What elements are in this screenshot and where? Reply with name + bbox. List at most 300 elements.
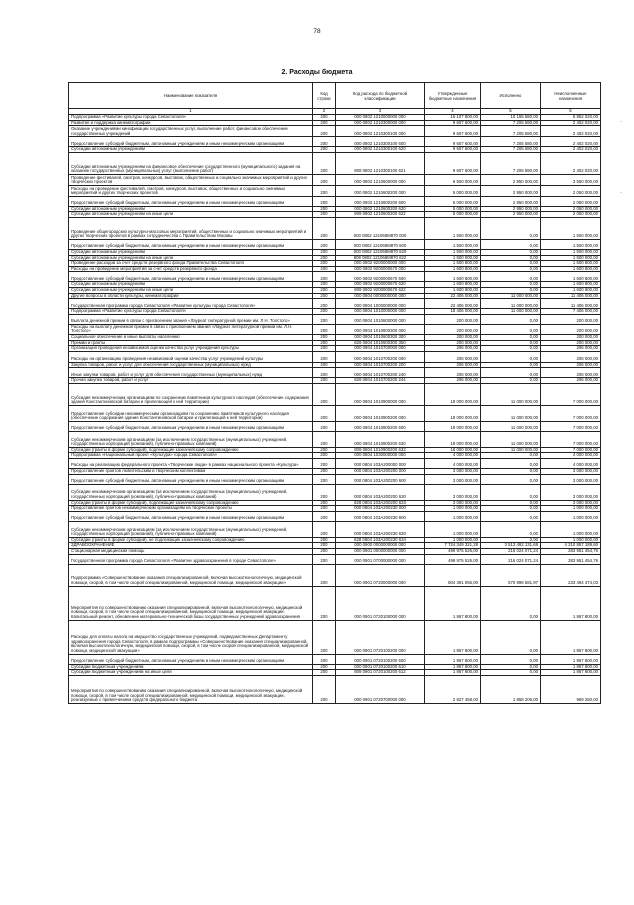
table-row bbox=[69, 675, 601, 703]
row-name: Государственная программа города Севастополя «Развитие культуры города Севастополя» bbox=[69, 299, 313, 309]
row-unexecuted-amount: 5 952 020,00 bbox=[541, 115, 601, 121]
row-executed-amount: 0,00 bbox=[481, 537, 541, 543]
row-approved-amount: 804 391 056,00 bbox=[425, 564, 481, 586]
row-executed-amount: 0,00 bbox=[481, 484, 541, 500]
row-approved-amount: 499 975 526,00 bbox=[425, 554, 481, 564]
row-code: 200 bbox=[313, 152, 336, 174]
row-approved-amount: 1 500 000,00 bbox=[425, 239, 481, 249]
row-unexecuted-amount: 2 402 020,00 bbox=[541, 147, 601, 153]
row-name: Субсидии (гранты в форме субсидий), подлежащие казначейскому сопровождению bbox=[69, 447, 313, 453]
row-approved-amount: 3 000 000,00 bbox=[425, 484, 481, 500]
row-classification-code: 808 0802 1210600200 622 bbox=[336, 212, 425, 218]
row-name: Выплата денежной премии в связи с присвоением звания «Лауреат литературной премии им. Л.Н. Толстого» bbox=[69, 314, 313, 324]
row-name: Организация проведения независимой оценки качества услуг учреждений культуры bbox=[69, 346, 313, 352]
row-approved-amount: 18 000 000,00 bbox=[425, 421, 481, 431]
table-row bbox=[69, 620, 601, 654]
row-name: Премии и гранты bbox=[69, 340, 313, 346]
row-executed-amount: 0,00 bbox=[481, 670, 541, 676]
row-classification-code: 000 0804 1010600300 300 bbox=[336, 334, 425, 340]
table-row bbox=[69, 511, 601, 521]
row-unexecuted-amount: 1 000 000,00 bbox=[541, 511, 601, 521]
row-code: 200 bbox=[313, 282, 336, 288]
row-code: 200 bbox=[313, 537, 336, 543]
row-executed-amount: 2 950 000,00 bbox=[481, 196, 541, 206]
row-name: Субсидии автономным учреждениям на иные цели bbox=[69, 287, 313, 293]
row-classification-code: 000 0802 1210600000 000 bbox=[336, 174, 425, 185]
row-classification-code: 000 0802 1210300100 600 bbox=[336, 137, 425, 147]
row-classification-code: 000 0802 1210000000 000 bbox=[336, 115, 425, 121]
row-executed-amount: 11 000 000,00 bbox=[481, 447, 541, 453]
row-name: ЗДРАВООХРАНЕНИЕ bbox=[69, 543, 313, 549]
row-executed-amount: 11 000 000,00 bbox=[481, 421, 541, 431]
header-unexecuted: Неисполненные назначения bbox=[541, 83, 601, 109]
row-name: Проведение фестивалей, смотров, конкурсов, выставок, общественных и социально значимых мероприятий и других творческих проектов bbox=[69, 174, 313, 185]
row-approved-amount: 1 000 000,00 bbox=[425, 537, 481, 543]
row-unexecuted-amount: 1 500 000,00 bbox=[541, 249, 601, 255]
row-executed-amount: 7 205 580,00 bbox=[481, 147, 541, 153]
row-executed-amount: 0,00 bbox=[481, 217, 541, 239]
table-row bbox=[69, 554, 601, 564]
column-number: 4 bbox=[425, 109, 481, 115]
table-row bbox=[69, 351, 601, 362]
row-unexecuted-amount: 969 250,00 bbox=[541, 675, 601, 703]
row-approved-amount: 3 000 000,00 bbox=[425, 500, 481, 506]
row-code: 200 bbox=[313, 115, 336, 121]
row-classification-code: 000 0802 121068М870 600 bbox=[336, 239, 425, 249]
row-name: Предоставление субсидий бюджетным, автономным учреждениям и иным некоммерческим организациям bbox=[69, 196, 313, 206]
row-executed-amount: 11 000 000,00 bbox=[481, 405, 541, 421]
row-classification-code: 000 0802 9200000670 600 bbox=[336, 272, 425, 282]
row-code: 200 bbox=[313, 309, 336, 315]
row-classification-code: 000 0804 1010700000 000 bbox=[336, 346, 425, 352]
row-code: 200 bbox=[313, 174, 336, 185]
row-name: Стационарная медицинская помощь bbox=[69, 549, 313, 555]
row-executed-amount: 216 024 071,24 bbox=[481, 554, 541, 564]
row-unexecuted-amount: 2 050 000,00 bbox=[541, 196, 601, 206]
row-name: Предоставление субсидий бюджетным, автономным учреждениям и иным некоммерческим организациям bbox=[69, 474, 313, 484]
row-approved-amount: 22 406 000,00 bbox=[425, 299, 481, 309]
row-approved-amount: 1 500 000,00 bbox=[425, 217, 481, 239]
table-row bbox=[69, 239, 601, 249]
row-classification-code: 828 0804 103A200200 633 bbox=[336, 500, 425, 506]
row-classification-code: 000 0804 1010600000 000 bbox=[336, 314, 425, 324]
row-executed-amount: 11 000 000,00 bbox=[481, 293, 541, 299]
row-executed-amount: 0,00 bbox=[481, 521, 541, 537]
row-code: 200 bbox=[313, 293, 336, 299]
row-classification-code: 828 0804 103A200230 634 bbox=[336, 537, 425, 543]
row-name: Подпрограмма «Совершенствование оказания специализированной, включая высокотехнологичную, медицинской помощи, скорой, в том числе скорой специализированной, медицинской помощи, медицинской эвакуации» bbox=[69, 564, 313, 586]
row-approved-amount: 206 000,00 bbox=[425, 378, 481, 384]
row-code: 200 bbox=[313, 469, 336, 475]
row-unexecuted-amount: 1 867 800,00 bbox=[541, 586, 601, 620]
row-approved-amount: 7 724 349 321,28 bbox=[425, 543, 481, 549]
row-classification-code: 000 0804 103A200000 000 bbox=[336, 459, 425, 469]
column-number: 5 bbox=[481, 109, 541, 115]
row-unexecuted-amount: 1 867 800,00 bbox=[541, 654, 601, 664]
row-approved-amount: 1 867 800,00 bbox=[425, 654, 481, 664]
table-row bbox=[69, 459, 601, 469]
row-executed-amount: 11 000 000,00 bbox=[481, 431, 541, 447]
row-unexecuted-amount: 7 000 000,00 bbox=[541, 431, 601, 447]
row-approved-amount: 18 406 000,00 bbox=[425, 309, 481, 315]
row-code: 200 bbox=[313, 378, 336, 384]
row-approved-amount: 5 000 000,00 bbox=[425, 212, 481, 218]
row-classification-code: 000 0804 1010900000 000 bbox=[336, 383, 425, 405]
row-name: Предоставление грантов любительским и творческим коллективам bbox=[69, 469, 313, 475]
row-name: Предоставление субсидий бюджетным, автономным учреждениям и иным некоммерческим организациям bbox=[69, 239, 313, 249]
header-name: Наименование показателя bbox=[69, 83, 313, 109]
row-unexecuted-amount: 7 000 000,00 bbox=[541, 405, 601, 421]
row-code: 200 bbox=[313, 266, 336, 272]
row-executed-amount: 0,00 bbox=[481, 239, 541, 249]
row-approved-amount: 6 500 000,00 bbox=[425, 174, 481, 185]
row-name: Закупка товаров, работ и услуг для обеспечения государственных (муниципальных) нужд bbox=[69, 362, 313, 368]
column-number: 2 bbox=[313, 109, 336, 115]
row-unexecuted-amount: 1 500 000,00 bbox=[541, 217, 601, 239]
row-classification-code: 000 0802 121068М870 620 bbox=[336, 249, 425, 255]
row-unexecuted-amount: 11 406 000,00 bbox=[541, 299, 601, 309]
row-name: Субсидия некоммерческим организациям по сохранению памятников культурного наследия (обеспечение содержания здания Константиновской батареи и прилегающей к ней территории) bbox=[69, 383, 313, 405]
row-classification-code: 000 0804 1030000000 000 bbox=[336, 453, 425, 459]
row-classification-code: 000 0804 103A200230 600 bbox=[336, 511, 425, 521]
row-name: Субсидии бюджетным учреждениям на иные цели bbox=[69, 670, 313, 676]
row-unexecuted-amount: 3 550 000,00 bbox=[541, 174, 601, 185]
row-code: 200 bbox=[313, 196, 336, 206]
row-unexecuted-amount: 2 050 000,00 bbox=[541, 212, 601, 218]
row-classification-code: 808 0804 1010900200 633 bbox=[336, 447, 425, 453]
row-classification-code: 000 0804 1010900200 000 bbox=[336, 405, 425, 421]
row-code: 200 bbox=[313, 272, 336, 282]
row-classification-code: 000 0802 1210600200 600 bbox=[336, 196, 425, 206]
table-body bbox=[69, 115, 601, 704]
row-executed-amount: 1 858 206,00 bbox=[481, 675, 541, 703]
header-executed: Исполнено bbox=[481, 83, 541, 109]
row-code: 200 bbox=[313, 340, 336, 346]
row-executed-amount: 0,00 bbox=[481, 500, 541, 506]
row-approved-amount: 18 000 000,00 bbox=[425, 383, 481, 405]
row-classification-code: 000 0804 1010900200 600 bbox=[336, 421, 425, 431]
row-unexecuted-amount: 1 867 800,00 bbox=[541, 664, 601, 670]
row-name: Расходы на выплату денежной премии в связи с присвоением звания «Лауреат литературной премии им. Л.Н. Толстого» bbox=[69, 324, 313, 334]
row-approved-amount: 499 975 526,00 bbox=[425, 549, 481, 555]
row-classification-code: 808 0802 9200000670 622 bbox=[336, 287, 425, 293]
row-approved-amount: 206 000,00 bbox=[425, 346, 481, 352]
row-approved-amount: 1 867 800,00 bbox=[425, 664, 481, 670]
row-approved-amount: 4 000 000,00 bbox=[425, 453, 481, 459]
row-executed-amount: 7 205 580,00 bbox=[481, 126, 541, 137]
column-number: 1 bbox=[69, 109, 313, 115]
row-approved-amount: 22 406 000,00 bbox=[425, 293, 481, 299]
row-unexecuted-amount: 4 000 000,00 bbox=[541, 459, 601, 469]
row-classification-code: 808 0802 121068М870 622 bbox=[336, 255, 425, 261]
row-executed-amount: 11 000 000,00 bbox=[481, 299, 541, 309]
row-name: Предоставление субсидий бюджетным, автономным учреждениям и иным некоммерческим организациям bbox=[69, 137, 313, 147]
row-classification-code: 000 0804 103A200230 630 bbox=[336, 521, 425, 537]
row-code: 200 bbox=[313, 368, 336, 378]
row-code: 200 bbox=[313, 521, 336, 537]
row-approved-amount: 18 000 000,00 bbox=[425, 431, 481, 447]
row-approved-amount: 9 607 600,00 bbox=[425, 126, 481, 137]
row-classification-code: 000 0802 1210300100 000 bbox=[336, 126, 425, 137]
table-row bbox=[69, 324, 601, 334]
row-code: 200 bbox=[313, 120, 336, 126]
row-unexecuted-amount: 11 406 000,00 bbox=[541, 293, 601, 299]
row-classification-code: 808 0802 1210300100 621 bbox=[336, 152, 425, 174]
row-unexecuted-amount: 1 000 000,00 bbox=[541, 537, 601, 543]
row-executed-amount: 0,00 bbox=[481, 620, 541, 654]
row-approved-amount: 1 000 000,00 bbox=[425, 521, 481, 537]
table-row bbox=[69, 654, 601, 664]
row-unexecuted-amount: 7 000 000,00 bbox=[541, 383, 601, 405]
row-unexecuted-amount: 3 000 000,00 bbox=[541, 474, 601, 484]
row-approved-amount: 18 000 000,00 bbox=[425, 405, 481, 421]
row-approved-amount: 1 000 000,00 bbox=[425, 506, 481, 512]
row-code: 200 bbox=[313, 664, 336, 670]
row-classification-code: 000 0802 9200000670 620 bbox=[336, 282, 425, 288]
row-unexecuted-amount: 2 050 000,00 bbox=[541, 185, 601, 196]
row-unexecuted-amount: 1 600 800,00 bbox=[541, 287, 601, 293]
row-classification-code: 828 0804 1010600300 350 bbox=[336, 340, 425, 346]
row-classification-code: 000 0802 1210600200 620 bbox=[336, 206, 425, 212]
row-approved-amount: 5 000 000,00 bbox=[425, 206, 481, 212]
row-name: Предоставление субсидий бюджетным, автономным учреждениям и иным некоммерческим организациям bbox=[69, 421, 313, 431]
row-name: Субсидии (гранты в форме субсидий), подлежащие казначейскому сопровождению bbox=[69, 500, 313, 506]
row-classification-code: 000 0802 9200000670 000 bbox=[336, 266, 425, 272]
row-unexecuted-amount: 2 402 020,00 bbox=[541, 137, 601, 147]
table-row bbox=[69, 152, 601, 174]
row-classification-code: 000 0804 1010900200 630 bbox=[336, 431, 425, 447]
row-name: Оказание учреждениями кинофикации государственных услуг, выполнение работ, финансовое обеспечение государственных учреждений bbox=[69, 126, 313, 137]
budget-expenditure-table bbox=[68, 82, 601, 704]
row-classification-code: 000 0802 1210300000 000 bbox=[336, 120, 425, 126]
row-code: 200 bbox=[313, 554, 336, 564]
row-executed-amount: 0,00 bbox=[481, 249, 541, 255]
row-approved-amount: 18 000 000,00 bbox=[425, 447, 481, 453]
row-name: Субсидии автономным учреждениям bbox=[69, 249, 313, 255]
row-executed-amount: 0,00 bbox=[481, 459, 541, 469]
row-approved-amount: 1 600 800,00 bbox=[425, 272, 481, 282]
row-code: 200 bbox=[313, 185, 336, 196]
row-unexecuted-amount: 4 000 000,00 bbox=[541, 453, 601, 459]
row-name: Предоставление грантов некоммерческим организациям на творческие проекты bbox=[69, 506, 313, 512]
row-executed-amount: 0,00 bbox=[481, 586, 541, 620]
row-unexecuted-amount: 2 402 020,00 bbox=[541, 152, 601, 174]
row-name: Подпрограмма «Развитие культуры города Севастополя» bbox=[69, 309, 313, 315]
row-code: 200 bbox=[313, 564, 336, 586]
row-code: 200 bbox=[313, 137, 336, 147]
row-approved-amount: 206 000,00 bbox=[425, 351, 481, 362]
row-unexecuted-amount: 233 494 474,03 bbox=[541, 564, 601, 586]
table-row bbox=[69, 174, 601, 185]
row-unexecuted-amount: 1 600 800,00 bbox=[541, 266, 601, 272]
row-classification-code: 000 0804 1000000000 000 bbox=[336, 299, 425, 309]
margin-mark: · bbox=[620, 190, 622, 196]
header-code-line: Код строки bbox=[313, 83, 336, 109]
row-name: Мероприятия по совершенствованию оказания специализированной, включая высокотехнологичную, медицинской помощи, скорой, в том числе скорой специализированной, медицинской помощи, медицинской эвакуации, реализуемые с привлечением средств федерального бюджета bbox=[69, 675, 313, 703]
table-row bbox=[69, 484, 601, 500]
table-row bbox=[69, 314, 601, 324]
row-approved-amount: 200 000,00 bbox=[425, 340, 481, 346]
row-unexecuted-amount: 206 000,00 bbox=[541, 378, 601, 384]
row-unexecuted-amount: 1 600 800,00 bbox=[541, 282, 601, 288]
row-name: Субсидии (гранты в форме субсидий), не подлежащие казначейскому сопровождению bbox=[69, 537, 313, 543]
row-classification-code: 000 0804 0000000000 000 bbox=[336, 293, 425, 299]
row-code: 200 bbox=[313, 249, 336, 255]
row-classification-code: 000 0802 1210600200 000 bbox=[336, 185, 425, 196]
row-code: 200 bbox=[313, 334, 336, 340]
row-approved-amount: 1 000 000,00 bbox=[425, 511, 481, 521]
row-unexecuted-amount: 7 406 000,00 bbox=[541, 309, 601, 315]
row-name: Социальное обеспечение и иные выплаты населению bbox=[69, 334, 313, 340]
row-approved-amount: 2 827 458,00 bbox=[425, 675, 481, 703]
table-row bbox=[69, 368, 601, 378]
section-title: 2. Расходы бюджета bbox=[281, 69, 353, 76]
row-classification-code: 000 0901 0000000000 000 bbox=[336, 549, 425, 555]
row-executed-amount: 10 155 580,00 bbox=[481, 115, 541, 121]
row-executed-amount: 0,00 bbox=[481, 654, 541, 664]
table-row bbox=[69, 383, 601, 405]
row-approved-amount: 1 600 800,00 bbox=[425, 266, 481, 272]
row-approved-amount: 1 600 800,00 bbox=[425, 287, 481, 293]
header-classification: Код расхода по бюджетной классификации bbox=[336, 83, 425, 109]
row-code: 200 bbox=[313, 654, 336, 664]
row-classification-code: 000 0901 0720100200 610 bbox=[336, 664, 425, 670]
row-approved-amount: 200 000,00 bbox=[425, 314, 481, 324]
header-approved: Утвержденные бюджетные назначения bbox=[425, 83, 481, 109]
row-name: Предоставление субсидий бюджетным, автономным учреждениям и иным некоммерческим организациям bbox=[69, 272, 313, 282]
table-row bbox=[69, 272, 601, 282]
row-classification-code: 000 0802 9200000000 000 bbox=[336, 261, 425, 267]
row-unexecuted-amount: 1 500 000,00 bbox=[541, 239, 601, 249]
row-classification-code: 000 0802 121068М870 000 bbox=[336, 217, 425, 239]
row-name: Подпрограмма «Развитие культуры города Севастополя» bbox=[69, 115, 313, 121]
row-code: 200 bbox=[313, 299, 336, 309]
table-row bbox=[69, 474, 601, 484]
row-name: Субсидии автономным учреждениям bbox=[69, 282, 313, 288]
row-classification-code: 000 0901 0720100000 000 bbox=[336, 586, 425, 620]
row-approved-amount: 3 000 000,00 bbox=[425, 469, 481, 475]
row-executed-amount: 0,00 bbox=[481, 324, 541, 334]
budget-table-wrapper bbox=[68, 82, 600, 704]
row-unexecuted-amount: 200 000,00 bbox=[541, 324, 601, 334]
row-unexecuted-amount: 7 000 000,00 bbox=[541, 421, 601, 431]
table-row bbox=[69, 586, 601, 620]
column-number: 3 bbox=[336, 109, 425, 115]
row-executed-amount: 0,00 bbox=[481, 334, 541, 340]
row-code: 200 bbox=[313, 549, 336, 555]
row-classification-code: 000 0901 0700000000 000 bbox=[336, 554, 425, 564]
row-executed-amount: 0,00 bbox=[481, 261, 541, 267]
row-name: Предоставление субсидий бюджетным, автономным учреждениям и иным некоммерческим организациям bbox=[69, 511, 313, 521]
row-code: 200 bbox=[313, 447, 336, 453]
row-name: Иные закупки товаров, работ и услуг для обеспечения государственных (муниципальных) нужд bbox=[69, 368, 313, 378]
row-unexecuted-amount: 200 000,00 bbox=[541, 334, 601, 340]
row-name: Прочая закупка товаров, работ и услуг bbox=[69, 378, 313, 384]
row-unexecuted-amount: 1 867 800,00 bbox=[541, 620, 601, 654]
row-unexecuted-amount: 2 402 020,00 bbox=[541, 126, 601, 137]
row-unexecuted-amount: 4 210 857 189,60 bbox=[541, 543, 601, 549]
row-executed-amount: 570 896 581,97 bbox=[481, 564, 541, 586]
row-code: 200 bbox=[313, 346, 336, 352]
row-executed-amount: 0,00 bbox=[481, 272, 541, 282]
row-executed-amount: 0,00 bbox=[481, 511, 541, 521]
row-executed-amount: 0,00 bbox=[481, 378, 541, 384]
row-executed-amount: 11 000 000,00 bbox=[481, 309, 541, 315]
row-name: Предоставление субсидий бюджетным, автономным учреждениям и иным некоммерческим организациям bbox=[69, 654, 313, 664]
row-code: 200 bbox=[313, 421, 336, 431]
row-executed-amount: 7 205 580,00 bbox=[481, 137, 541, 147]
row-approved-amount: 3 000 000,00 bbox=[425, 474, 481, 484]
row-executed-amount: 0,00 bbox=[481, 282, 541, 288]
row-executed-amount: 0,00 bbox=[481, 368, 541, 378]
table-row bbox=[69, 421, 601, 431]
row-name: Субсидии автономным учреждениям bbox=[69, 206, 313, 212]
row-name: Расходы на проведение фестивалей, смотров, конкурсов, выставок, общественных и социально значимых мероприятий и других творческих проектов bbox=[69, 185, 313, 196]
row-classification-code: 000 0804 1010600300 000 bbox=[336, 324, 425, 334]
row-executed-amount: 2 950 000,00 bbox=[481, 174, 541, 185]
row-unexecuted-amount: 206 000,00 bbox=[541, 351, 601, 362]
row-classification-code: 000 0804 1010000000 000 bbox=[336, 309, 425, 315]
row-name: Государственная программа города Севастополя «Развитие здравоохранения в городе Севастополе» bbox=[69, 554, 313, 564]
row-classification-code: 000 0804 103A200200 630 bbox=[336, 484, 425, 500]
row-name: Субсидии автономным учреждениям на иные цели bbox=[69, 212, 313, 218]
row-name: Предоставление субсидии некоммерческим организациям по сохранению памятников культурного наследия (обеспечение содержания здания Константиновской батареи и прилегающей к ней территории) bbox=[69, 405, 313, 421]
row-unexecuted-amount: 283 951 454,76 bbox=[541, 554, 601, 564]
row-unexecuted-amount: 2 050 000,00 bbox=[541, 206, 601, 212]
row-name: Другие вопросы в области культуры, кинематографии bbox=[69, 293, 313, 299]
row-executed-amount: 2 950 000,00 bbox=[481, 185, 541, 196]
row-unexecuted-amount: 1 867 800,00 bbox=[541, 670, 601, 676]
row-name: Мероприятия по совершенствованию оказания специализированной, включая высокотехнологичную, медицинской помощи, скорой, в том числе скорой специализированной, медицинской помощи, медицинской эвакуации. Капитальный ремонт, обновление материально-технической базы государственных учреждений здравоохранения bbox=[69, 586, 313, 620]
row-code: 200 bbox=[313, 147, 336, 153]
row-approved-amount: 9 607 600,00 bbox=[425, 120, 481, 126]
row-code: 200 bbox=[313, 362, 336, 368]
row-executed-amount: 216 024 071,24 bbox=[481, 549, 541, 555]
row-code: 200 bbox=[313, 261, 336, 267]
row-classification-code: 000 0901 0720000000 000 bbox=[336, 564, 425, 586]
table-row bbox=[69, 126, 601, 137]
table-row bbox=[69, 564, 601, 586]
table-row bbox=[69, 299, 601, 309]
row-executed-amount: 0,00 bbox=[481, 255, 541, 261]
row-executed-amount: 0,00 bbox=[481, 266, 541, 272]
table-row bbox=[69, 137, 601, 147]
row-approved-amount: 9 607 600,00 bbox=[425, 147, 481, 153]
row-approved-amount: 1 500 000,00 bbox=[425, 255, 481, 261]
row-code: 200 bbox=[313, 586, 336, 620]
table-row bbox=[69, 431, 601, 447]
row-approved-amount: 4 000 000,00 bbox=[425, 459, 481, 469]
row-code: 200 bbox=[313, 405, 336, 421]
row-code: 200 bbox=[313, 324, 336, 334]
table-row bbox=[69, 196, 601, 206]
row-classification-code: 808 0901 0720100200 612 bbox=[336, 670, 425, 676]
row-unexecuted-amount: 200 000,00 bbox=[541, 314, 601, 324]
row-code: 200 bbox=[313, 500, 336, 506]
row-unexecuted-amount: 2 402 020,00 bbox=[541, 120, 601, 126]
row-executed-amount: 7 205 580,00 bbox=[481, 152, 541, 174]
row-code: 200 bbox=[313, 453, 336, 459]
row-unexecuted-amount: 3 000 000,00 bbox=[541, 484, 601, 500]
row-code: 200 bbox=[313, 431, 336, 447]
row-classification-code: 000 0804 103A200200 000 bbox=[336, 469, 425, 475]
row-name: Субсидии автономным учреждениям на иные цели bbox=[69, 255, 313, 261]
row-classification-code: 000 0901 0720700000 000 bbox=[336, 675, 425, 703]
page-number: 78 bbox=[313, 28, 321, 35]
row-approved-amount: 1 600 800,00 bbox=[425, 282, 481, 288]
row-code: 200 bbox=[313, 212, 336, 218]
row-approved-amount: 9 607 600,00 bbox=[425, 137, 481, 147]
